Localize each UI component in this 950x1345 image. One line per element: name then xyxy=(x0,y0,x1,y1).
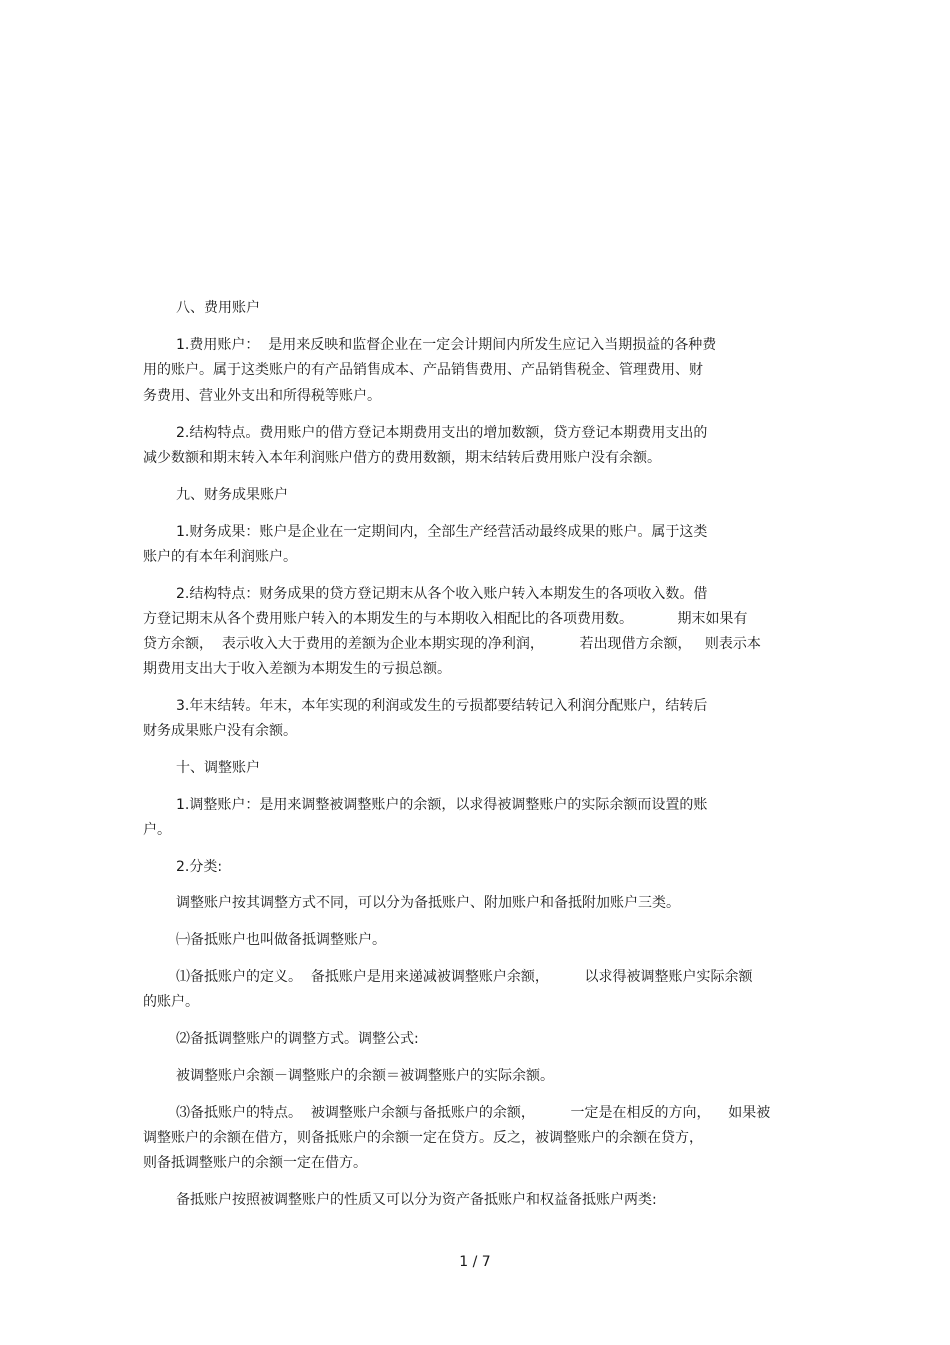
paragraph-line: 的账户。 xyxy=(143,994,199,1010)
paragraph-line: 贷方余额， 表示收入大于费用的差额为企业本期实现的净利润， 若出现借方余额， 则表示本 xyxy=(143,636,761,652)
paragraph-line: 2.结构特点。费用账户的借方登记本期费用支出的增加数额，贷方登记本期费用支出的 xyxy=(176,425,708,441)
paragraph-line: 1.财务成果：账户是企业在一定期间内，全部生产经营活动最终成果的账户。属于这类 xyxy=(176,524,708,540)
paragraph-line: 户。 xyxy=(143,822,171,838)
paragraph-line: 2.分类: xyxy=(176,859,223,875)
paragraph-line: ㈠备抵账户也叫做备抵调整账户。 xyxy=(176,932,386,948)
paragraph-line: 1.费用账户： 是用来反映和监督企业在一定会计期间内所发生应记入当期损益的各种费 xyxy=(176,337,717,353)
paragraph-line: 财务成果账户没有余额。 xyxy=(143,723,297,739)
paragraph-line: 2.结构特点：财务成果的贷方登记期末从各个收入账户转入本期发生的各项收入数。借 xyxy=(176,586,708,602)
paragraph-line: 调整账户按其调整方式不同，可以分为备抵账户、附加账户和备抵附加账户三类。 xyxy=(176,895,680,911)
paragraph-line: ⑴备抵账户的定义。 备抵账户是用来递减被调整账户余额， 以求得被调整账户实际余额 xyxy=(176,969,753,985)
page-number: 1 / 7 xyxy=(459,1254,491,1270)
paragraph-line: 用的账户。属于这类账户的有产品销售成本、产品销售费用、产品销售税金、管理费用、财 xyxy=(143,362,703,378)
paragraph-line: 1.调整账户：是用来调整被调整账户的余额，以求得被调整账户的实际余额而设置的账 xyxy=(176,797,708,813)
paragraph-line: 备抵账户按照被调整账户的性质又可以分为资产备抵账户和权益备抵账户两类: xyxy=(176,1192,657,1208)
paragraph-line: 期费用支出大于收入差额为本期发生的亏损总额。 xyxy=(143,661,451,677)
section-heading-financial-result-accounts: 九、财务成果账户 xyxy=(176,487,288,503)
section-heading-expense-accounts: 八、费用账户 xyxy=(176,300,260,316)
paragraph-line: 减少数额和期末转入本年利润账户借方的费用数额，期末结转后费用账户没有余额。 xyxy=(143,450,661,466)
paragraph-line: ⑶备抵账户的特点。 被调整账户余额与备抵账户的余额， 一定是在相反的方向， 如果被 xyxy=(176,1105,771,1121)
paragraph-line: 账户的有本年利润账户。 xyxy=(143,549,297,565)
paragraph-line: 方登记期末从各个费用账户转入的本期发生的与本期收入相配比的各项费用数。 期末如果有 xyxy=(143,611,748,627)
section-heading-adjustment-accounts: 十、调整账户 xyxy=(176,760,260,776)
paragraph-line: 3.年末结转。年末，本年实现的利润或发生的亏损都要结转记入利润分配账户，结转后 xyxy=(176,698,708,714)
paragraph-line: 则备抵调整账户的余额一定在借方。 xyxy=(143,1155,367,1171)
paragraph-line: ⑵备抵调整账户的调整方式。调整公式: xyxy=(176,1031,419,1047)
paragraph-line: 调整账户的余额在借方，则备抵账户的余额一定在贷方。反之，被调整账户的余额在贷方， xyxy=(143,1130,703,1146)
formula-line: 被调整账户余额－调整账户的余额＝被调整账户的实际余额。 xyxy=(176,1068,554,1084)
paragraph-line: 务费用、营业外支出和所得税等账户。 xyxy=(143,388,381,404)
